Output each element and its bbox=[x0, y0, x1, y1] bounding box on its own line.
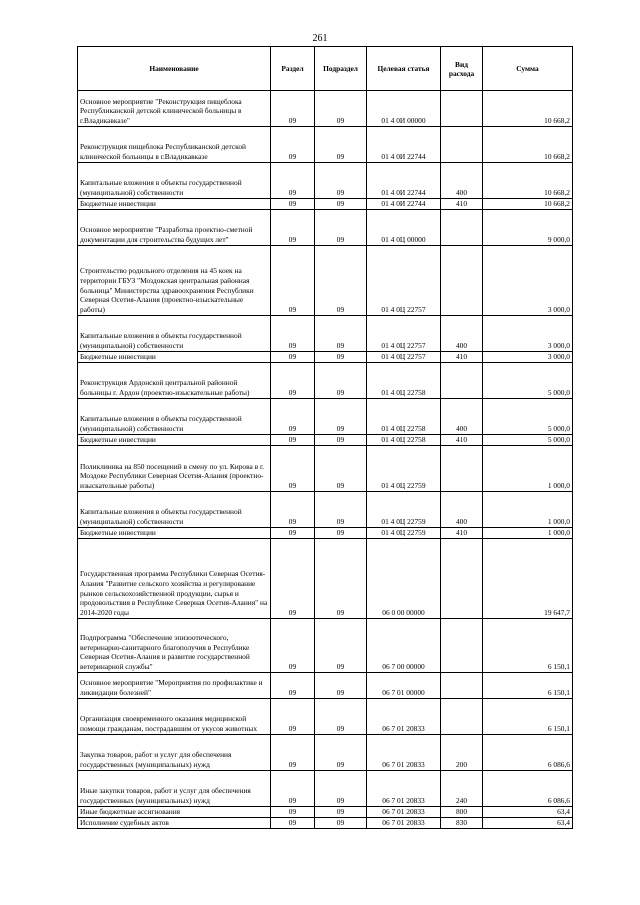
cell-expense-type: 400 bbox=[441, 163, 483, 199]
cell-podrazdel: 09 bbox=[315, 127, 367, 163]
cell-target-article: 01 4 0Ц 22757 bbox=[367, 246, 441, 316]
cell-name: Бюджетные инвестиции bbox=[78, 528, 271, 539]
cell-name: Основное мероприятие "Мероприятия по профилактике и ликвидации болезней" bbox=[78, 673, 271, 699]
cell-podrazdel: 09 bbox=[315, 492, 367, 528]
cell-sum: 10 668,2 bbox=[483, 199, 573, 210]
cell-name: Капитальные вложения в объекты государственной (муниципальной) собственности bbox=[78, 163, 271, 199]
cell-sum: 10 668,2 bbox=[483, 91, 573, 127]
cell-expense-type: 410 bbox=[441, 352, 483, 363]
cell-razdel: 09 bbox=[271, 492, 315, 528]
table-row bbox=[78, 699, 573, 735]
cell-target-article: 01 4 0Ц 22759 bbox=[367, 528, 441, 539]
cell-podrazdel: 09 bbox=[315, 771, 367, 807]
table-row bbox=[78, 163, 573, 199]
budget-table bbox=[77, 46, 573, 829]
cell-podrazdel: 09 bbox=[315, 246, 367, 316]
cell-razdel: 09 bbox=[271, 446, 315, 492]
cell-podrazdel: 09 bbox=[315, 673, 367, 699]
cell-razdel: 09 bbox=[271, 399, 315, 435]
cell-razdel: 09 bbox=[271, 673, 315, 699]
cell-razdel: 09 bbox=[271, 91, 315, 127]
cell-target-article: 06 7 01 20833 bbox=[367, 818, 441, 829]
cell-podrazdel: 09 bbox=[315, 699, 367, 735]
cell-expense-type: 400 bbox=[441, 492, 483, 528]
cell-name: Закупка товаров, работ и услуг для обеспечения государственных (муниципальных) нужд bbox=[78, 735, 271, 771]
cell-name: Поликлиника на 850 посещений в смену по ул. Кирова в г. Моздоке Республики Северная Осетия-Алания (проектно-изыскательные работы) bbox=[78, 446, 271, 492]
cell-name: Иные закупки товаров, работ и услуг для обеспечения государственных (муниципальных) нужд bbox=[78, 771, 271, 807]
cell-expense-type bbox=[441, 446, 483, 492]
cell-sum: 6 086,6 bbox=[483, 771, 573, 807]
cell-podrazdel: 09 bbox=[315, 352, 367, 363]
cell-expense-type bbox=[441, 210, 483, 246]
cell-expense-type bbox=[441, 127, 483, 163]
cell-podrazdel: 09 bbox=[315, 399, 367, 435]
cell-name: Строительство родильного отделения на 45 коек на территории ГБУЗ "Моздокская центральная районная больница" Министерства здравоохранения Республики Северная Осетия-Алания (проектно-изыскательные работы) bbox=[78, 246, 271, 316]
cell-expense-type: 830 bbox=[441, 818, 483, 829]
cell-expense-type: 800 bbox=[441, 807, 483, 818]
cell-expense-type bbox=[441, 673, 483, 699]
cell-razdel: 09 bbox=[271, 210, 315, 246]
cell-target-article: 06 7 01 20833 bbox=[367, 771, 441, 807]
table-row bbox=[78, 316, 573, 352]
header-name: Наименование bbox=[78, 47, 271, 91]
cell-target-article: 01 4 0Ц 22758 bbox=[367, 363, 441, 399]
cell-sum: 1 000,0 bbox=[483, 446, 573, 492]
cell-sum: 9 000,0 bbox=[483, 210, 573, 246]
cell-sum: 6 150,1 bbox=[483, 619, 573, 673]
table-row bbox=[78, 435, 573, 446]
cell-name: Исполнение судебных актов bbox=[78, 818, 271, 829]
cell-razdel: 09 bbox=[271, 163, 315, 199]
cell-razdel: 09 bbox=[271, 807, 315, 818]
cell-razdel: 09 bbox=[271, 619, 315, 673]
cell-podrazdel: 09 bbox=[315, 539, 367, 619]
cell-razdel: 09 bbox=[271, 818, 315, 829]
cell-target-article: 06 7 01 20833 bbox=[367, 807, 441, 818]
cell-razdel: 09 bbox=[271, 539, 315, 619]
cell-sum: 5 000,0 bbox=[483, 363, 573, 399]
cell-podrazdel: 09 bbox=[315, 528, 367, 539]
cell-expense-type bbox=[441, 363, 483, 399]
header-razdel: Раздел bbox=[271, 47, 315, 91]
cell-target-article: 01 4 0Ц 22759 bbox=[367, 492, 441, 528]
cell-name: Основное мероприятие "Реконструкция пищеблока Республиканской детской клинической больницы в г.Владикавказе" bbox=[78, 91, 271, 127]
cell-target-article: 01 4 0Ц 00000 bbox=[367, 210, 441, 246]
cell-razdel: 09 bbox=[271, 246, 315, 316]
cell-expense-type: 410 bbox=[441, 435, 483, 446]
page-number: 261 bbox=[312, 33, 328, 44]
cell-name: Подпрограмма "Обеспечение эпизоотического, ветеринарно-санитарного благополучия в Республике Северная Осетия-Алания и развитие государственной ветеринарной службы" bbox=[78, 619, 271, 673]
cell-name: Капитальные вложения в объекты государственной (муниципальной) собственности bbox=[78, 492, 271, 528]
cell-expense-type bbox=[441, 619, 483, 673]
cell-target-article: 01 4 0И 22744 bbox=[367, 127, 441, 163]
cell-expense-type: 410 bbox=[441, 199, 483, 210]
table-row bbox=[78, 492, 573, 528]
table-row bbox=[78, 807, 573, 818]
cell-sum: 19 647,7 bbox=[483, 539, 573, 619]
cell-podrazdel: 09 bbox=[315, 807, 367, 818]
cell-name: Бюджетные инвестиции bbox=[78, 435, 271, 446]
cell-razdel: 09 bbox=[271, 352, 315, 363]
cell-name: Бюджетные инвестиции bbox=[78, 199, 271, 210]
cell-razdel: 09 bbox=[271, 735, 315, 771]
table-row bbox=[78, 399, 573, 435]
table-row bbox=[78, 91, 573, 127]
cell-name: Организация своевременного оказания медицинской помощи гражданам, пострадавшим от укусов животных bbox=[78, 699, 271, 735]
cell-podrazdel: 09 bbox=[315, 435, 367, 446]
cell-target-article: 01 4 0И 22744 bbox=[367, 199, 441, 210]
cell-podrazdel: 09 bbox=[315, 199, 367, 210]
cell-target-article: 06 0 00 00000 bbox=[367, 539, 441, 619]
cell-target-article: 06 7 01 00000 bbox=[367, 673, 441, 699]
cell-expense-type bbox=[441, 699, 483, 735]
table-body bbox=[78, 91, 573, 829]
cell-razdel: 09 bbox=[271, 127, 315, 163]
cell-expense-type: 200 bbox=[441, 735, 483, 771]
cell-sum: 10 668,2 bbox=[483, 163, 573, 199]
cell-podrazdel: 09 bbox=[315, 446, 367, 492]
cell-podrazdel: 09 bbox=[315, 619, 367, 673]
cell-name: Иные бюджетные ассигнования bbox=[78, 807, 271, 818]
cell-sum: 3 000,0 bbox=[483, 352, 573, 363]
table-row bbox=[78, 199, 573, 210]
cell-expense-type bbox=[441, 246, 483, 316]
cell-podrazdel: 09 bbox=[315, 91, 367, 127]
cell-expense-type bbox=[441, 91, 483, 127]
cell-name: Реконструкция пищеблока Республиканской детской клинической больницы в г.Владикавказе bbox=[78, 127, 271, 163]
cell-podrazdel: 09 bbox=[315, 818, 367, 829]
cell-expense-type: 410 bbox=[441, 528, 483, 539]
cell-target-article: 01 4 0И 00000 bbox=[367, 91, 441, 127]
cell-razdel: 09 bbox=[271, 199, 315, 210]
cell-sum: 6 086,6 bbox=[483, 735, 573, 771]
cell-podrazdel: 09 bbox=[315, 735, 367, 771]
table-row bbox=[78, 363, 573, 399]
cell-razdel: 09 bbox=[271, 771, 315, 807]
table-row bbox=[78, 735, 573, 771]
cell-target-article: 01 4 0Ц 22758 bbox=[367, 399, 441, 435]
cell-target-article: 06 7 00 00000 bbox=[367, 619, 441, 673]
cell-razdel: 09 bbox=[271, 699, 315, 735]
cell-target-article: 01 4 0Ц 22759 bbox=[367, 446, 441, 492]
cell-sum: 10 668,2 bbox=[483, 127, 573, 163]
cell-expense-type: 240 bbox=[441, 771, 483, 807]
table-row bbox=[78, 446, 573, 492]
table-row bbox=[78, 528, 573, 539]
cell-expense-type: 400 bbox=[441, 316, 483, 352]
cell-expense-type: 400 bbox=[441, 399, 483, 435]
cell-name: Государственная программа Республики Северная Осетия-Алания "Развитие сельского хозяйства и регулирование рынков сельскохозяйственной продукции, сырья и продовольствия в Республике Северная Осетия-Алания" на 2014-2020 годы bbox=[78, 539, 271, 619]
cell-razdel: 09 bbox=[271, 528, 315, 539]
cell-podrazdel: 09 bbox=[315, 363, 367, 399]
cell-sum: 6 150,1 bbox=[483, 673, 573, 699]
table-row bbox=[78, 619, 573, 673]
header-podrazdel: Подраздел bbox=[315, 47, 367, 91]
cell-podrazdel: 09 bbox=[315, 316, 367, 352]
cell-target-article: 01 4 0Ц 22758 bbox=[367, 435, 441, 446]
header-target-article: Целевая статья bbox=[367, 47, 441, 91]
cell-expense-type bbox=[441, 539, 483, 619]
header-row bbox=[78, 47, 573, 91]
table-row bbox=[78, 127, 573, 163]
cell-name: Реконструкция Ардонской центральной районной больницы г. Ардон (проектно-изыскательные работы) bbox=[78, 363, 271, 399]
cell-sum: 1 000,0 bbox=[483, 528, 573, 539]
cell-name: Капитальные вложения в объекты государственной (муниципальной) собственности bbox=[78, 316, 271, 352]
table-row bbox=[78, 210, 573, 246]
cell-sum: 3 000,0 bbox=[483, 246, 573, 316]
cell-sum: 63,4 bbox=[483, 807, 573, 818]
cell-target-article: 01 4 0И 22744 bbox=[367, 163, 441, 199]
cell-name: Бюджетные инвестиции bbox=[78, 352, 271, 363]
cell-target-article: 06 7 01 20833 bbox=[367, 699, 441, 735]
table-row bbox=[78, 246, 573, 316]
cell-podrazdel: 09 bbox=[315, 210, 367, 246]
header-sum: Сумма bbox=[483, 47, 573, 91]
table-row bbox=[78, 539, 573, 619]
cell-target-article: 06 7 01 20833 bbox=[367, 735, 441, 771]
cell-razdel: 09 bbox=[271, 363, 315, 399]
cell-razdel: 09 bbox=[271, 435, 315, 446]
table-row bbox=[78, 771, 573, 807]
cell-name: Капитальные вложения в объекты государственной (муниципальной) собственности bbox=[78, 399, 271, 435]
cell-razdel: 09 bbox=[271, 316, 315, 352]
cell-sum: 6 150,1 bbox=[483, 699, 573, 735]
header-expense-type: Вид расхода bbox=[441, 47, 483, 91]
table-row bbox=[78, 352, 573, 363]
cell-target-article: 01 4 0Ц 22757 bbox=[367, 352, 441, 363]
cell-name: Основное мероприятие "Разработка проектно-сметной документации для строительства будущих лет" bbox=[78, 210, 271, 246]
cell-sum: 5 000,0 bbox=[483, 399, 573, 435]
cell-sum: 63,4 bbox=[483, 818, 573, 829]
cell-sum: 3 000,0 bbox=[483, 316, 573, 352]
table-row bbox=[78, 818, 573, 829]
cell-podrazdel: 09 bbox=[315, 163, 367, 199]
cell-sum: 1 000,0 bbox=[483, 492, 573, 528]
cell-target-article: 01 4 0Ц 22757 bbox=[367, 316, 441, 352]
table-row bbox=[78, 673, 573, 699]
cell-sum: 5 000,0 bbox=[483, 435, 573, 446]
